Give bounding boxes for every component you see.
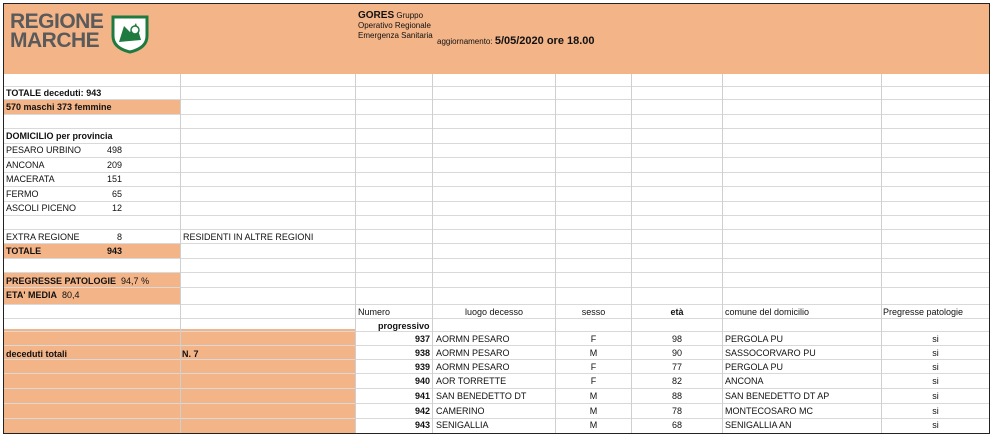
row-num: 940 xyxy=(414,376,430,386)
province-value: 65 xyxy=(111,189,122,199)
deaths-total-label: deceduti totali xyxy=(6,349,68,359)
row-luogo: AOR TORRETTE xyxy=(436,376,507,386)
org-name: GORES xyxy=(358,10,395,21)
spreadsheet-sheet xyxy=(3,3,990,434)
row-comune: PERGOLA PU xyxy=(725,334,784,344)
org-suffix: Gruppo xyxy=(396,11,424,20)
row-sesso: F xyxy=(590,362,597,372)
row-eta: 68 xyxy=(671,420,682,430)
province-name: FERMO xyxy=(6,189,39,199)
org-line-3: Emergenza Sanitaria xyxy=(358,31,433,40)
col-header-luogo: luogo decesso xyxy=(464,307,524,317)
row-luogo: AORMN PESARO xyxy=(436,334,510,344)
row-eta: 88 xyxy=(671,391,682,401)
row-comune: ANCONA xyxy=(725,376,764,386)
row-pregresse: si xyxy=(932,406,939,416)
row-luogo: SENIGALLIA xyxy=(436,420,489,430)
col-header-sesso: sesso xyxy=(581,307,606,317)
update-label: aggiornamento: xyxy=(437,37,493,46)
row-luogo: AORMN PESARO xyxy=(436,348,510,358)
row-pregresse: si xyxy=(932,391,939,401)
total-deceased-label: TOTALE deceduti: 943 xyxy=(6,88,102,98)
row-sesso: M xyxy=(589,406,598,416)
row-luogo: AORMN PESARO xyxy=(436,362,510,372)
row-eta: 77 xyxy=(671,362,682,372)
row-num: 942 xyxy=(414,406,430,416)
province-value: 151 xyxy=(106,174,122,184)
row-sesso: F xyxy=(590,376,597,386)
row-comune: SAN BENEDETTO DT AP xyxy=(725,391,830,401)
row-pregresse: si xyxy=(932,376,939,386)
col-header-pregresse: Pregresse patologie xyxy=(883,307,964,317)
row-num: 939 xyxy=(414,362,430,372)
regione-marche-logo xyxy=(10,12,160,64)
org-line-2: Operativo Regionale xyxy=(358,21,431,30)
extra-region-value: 8 xyxy=(116,232,122,242)
row-sesso: M xyxy=(589,420,598,430)
province-value: 209 xyxy=(106,160,122,170)
row-comune: MONTECOSARO MC xyxy=(725,406,814,416)
row-sesso: M xyxy=(589,391,598,401)
row-pregresse: si xyxy=(932,362,939,372)
province-name: MACERATA xyxy=(6,174,55,184)
update-info xyxy=(437,35,595,47)
domicile-title: DOMICILIO per provincia xyxy=(6,131,113,141)
row-comune: SENIGALLIA AN xyxy=(725,420,792,430)
province-value: 12 xyxy=(111,203,122,213)
row-sesso: F xyxy=(590,334,597,344)
row-pregresse: si xyxy=(932,420,939,430)
province-name: ANCONA xyxy=(6,160,45,170)
row-num: 938 xyxy=(414,348,430,358)
row-pregresse: si xyxy=(932,348,939,358)
header-info xyxy=(358,11,433,41)
row-num: 941 xyxy=(414,391,430,401)
extra-region-note: RESIDENTI IN ALTRE REGIONI xyxy=(183,232,314,242)
deaths-total-value: N. 7 xyxy=(182,349,199,359)
emblem-icon xyxy=(110,14,150,54)
row-comune: SASSOCORVARO PU xyxy=(725,348,816,358)
col-header-numero: Numero xyxy=(358,307,391,317)
totale-label: TOTALE xyxy=(6,246,42,256)
gender-split: 570 maschi 373 femmine xyxy=(6,102,112,112)
col-header-progressivo: progressivo xyxy=(378,321,430,331)
update-value: 5/05/2020 ore 18.00 xyxy=(494,35,595,47)
row-sesso: M xyxy=(589,348,598,358)
extra-region-label: EXTRA REGIONE xyxy=(6,232,80,242)
logo-line-1: REGIONE xyxy=(10,10,104,33)
row-eta: 98 xyxy=(671,334,682,344)
province-value: 498 xyxy=(106,145,122,155)
col-header-eta: età xyxy=(670,307,684,317)
row-eta: 78 xyxy=(671,406,682,416)
row-eta: 90 xyxy=(671,348,682,358)
row-luogo: CAMERINO xyxy=(436,406,485,416)
row-num: 943 xyxy=(414,420,430,430)
pathology-line: PREGRESSE PATOLOGIE 94,7 % xyxy=(6,276,150,286)
row-eta: 82 xyxy=(671,376,682,386)
row-pregresse: si xyxy=(932,334,939,344)
logo-line-2: MARCHE xyxy=(10,29,100,52)
row-comune: PERGOLA PU xyxy=(725,362,784,372)
province-name: PESARO URBINO xyxy=(6,145,82,155)
row-num: 937 xyxy=(414,334,430,344)
average-age-line: ETA' MEDIA 80,4 xyxy=(6,290,80,300)
col-header-comune: comune del domicilio xyxy=(725,307,810,317)
province-name: ASCOLI PICENO xyxy=(6,203,77,213)
totale-value: 943 xyxy=(106,246,122,256)
row-luogo: SAN BENEDETTO DT xyxy=(436,391,527,401)
